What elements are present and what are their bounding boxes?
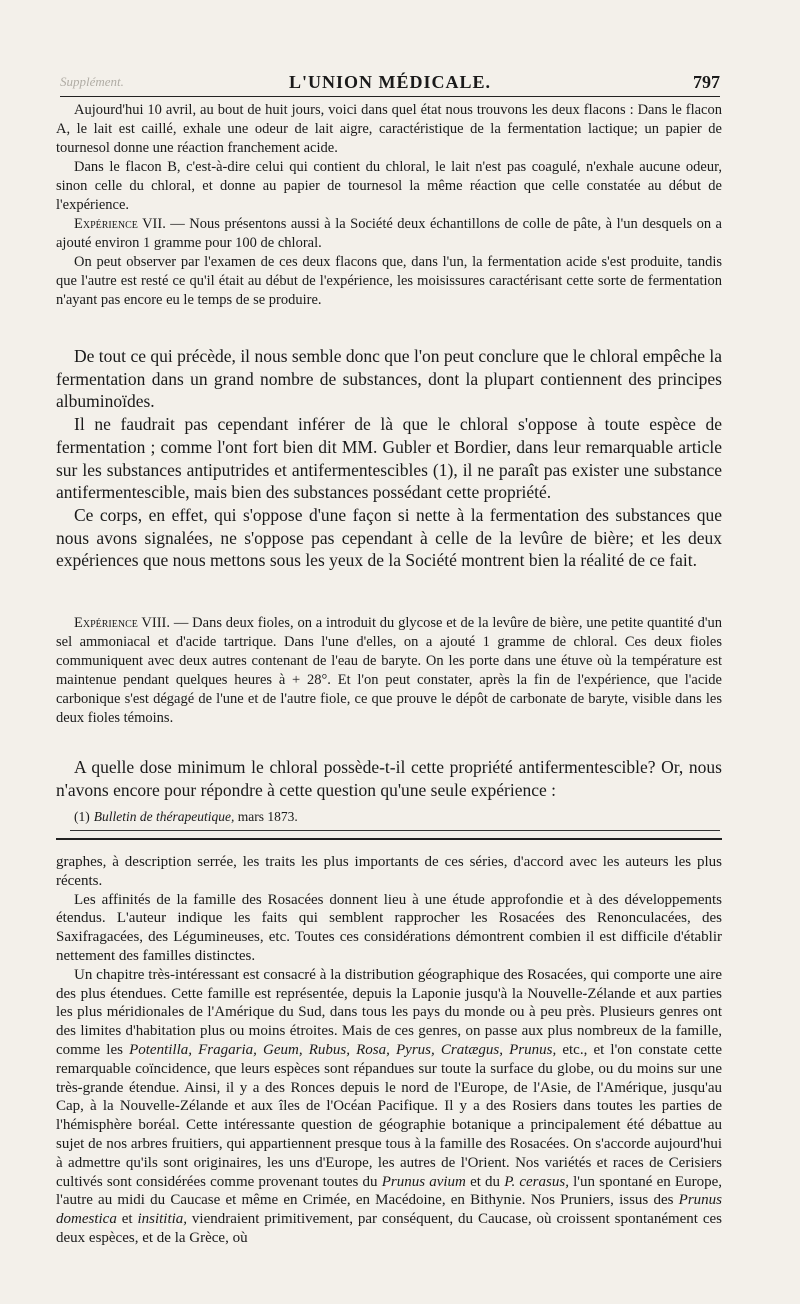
footnote-source: Bulletin de thérapeutique, bbox=[93, 809, 235, 824]
middle-section bbox=[56, 345, 722, 572]
distribution-text-3: et du bbox=[465, 1173, 505, 1190]
header-supplement: Supplément. bbox=[60, 74, 124, 89]
paragraph-affinites: Les affinités de la famille des Rosacées donnent lieu à une étude approfondie et à des développements étendus. L'auteur indique les faits qui semblent rapprocher les Rosacées des Renonculacées, des Saxifragacées, des Légumineuses, etc. Toutes ces considérations démontrent combien il est difficile d'établir nettement des familles distinctes. bbox=[56, 891, 722, 964]
footnote-rule bbox=[70, 830, 720, 831]
footnote-marker: (1) bbox=[74, 809, 90, 824]
bottom-section bbox=[56, 853, 722, 1248]
experience-8-label: Expérience VIII. bbox=[74, 615, 171, 631]
paragraph-distribution bbox=[56, 966, 722, 1248]
paragraph-graphes: graphes, à description serrée, les traits les plus importants de ces séries, d'accord avec les auteurs les plus récents. bbox=[56, 854, 722, 889]
distribution-text-5: et bbox=[116, 1211, 138, 1228]
paragraph-gubler-bordier: Il ne faudrait pas cependant inférer de là que le chloral s'oppose à toute espèce de fermentation ; comme l'ont fort bien dit MM. Gubler et Bordier, dans leur remarquable article sur les substances antiputrides et antifermentescibles (1), il ne paraît pas exister une substance antifermentescible, mais bien des substances possédant cette propriété. bbox=[56, 414, 722, 503]
footnote-date: mars 1873. bbox=[234, 809, 298, 824]
top-section bbox=[56, 101, 722, 310]
genera-list: Potentilla, Fragaria, Geum, Rubus, Rosa, Pyrus, Cratægus, Prunus, bbox=[129, 1041, 557, 1058]
page-header bbox=[60, 70, 720, 97]
distribution-text-1: Un chapitre très-intéressant est consacré à la distribution géographique des Rosacées, qui comporte une aire des plus étendues. Cette famille est représentée, depuis la Laponie jusqu'à la Nouvelle-Zélande et aux parties les plus méridionales de l'Amérique du Sud, dans tous les pays du monde ou à peu près. Plusieurs genres ont des limites d'habitation plus ou moins étroites. Mais de ces genres, on passe aux plus nombreux de la famille, comme les bbox=[56, 966, 722, 1058]
paragraph-flask-a: Aujourd'hui 10 avril, au bout de huit jours, voici dans quel état nous trouvons les deux flacons : Dans le flacon A, le lait est caillé, exhale une odeur de lait aigre, caractéristique de la fermentation lactique; un papier de tournesol donne une réaction franchement acide. bbox=[56, 102, 722, 156]
experience-8-text: — Dans deux fioles, on a introduit du glycose et de la levûre de bière, une petite quantité d'un sel ammoniacal et d'acide tartrique. Dans l'une d'elles, on a ajouté 1 gramme de chloral. Ces deux fioles communiquent avec deux autres contenant de l'eau de baryte. On les porte dans une étuve où la température est maintenue pendant quelques heures à + 28°. Et l'on peut constater, après la fin de l'expérience, que l'acide carbonique s'est dégagé de l'une et de l'autre fiole, ce que prouve le dépôt de carbonate de baryte, visible dans les deux fioles témoins. bbox=[56, 615, 723, 726]
distribution-text-2: etc., et l'on constate cette remarquable coïncidence, que leurs espèces sont répandues sur toute la surface du globe, ou du moins sur une très-grande étendue. Ainsi, il y a des Ronces depuis le nord de l'Europe, de l'Asie, de l'Amérique, jusqu'au Cap, à la Nouvelle-Zélande et aux îles de l'Océan Pacifique. Il y a des Rosiers dans toutes les parties de l'hémisphère boréal. Cette intéressante question de géographie botanique a principalement été débattue au sujet de nos arbres fruitiers, qui appartiennent presque tous à la famille des Rosacées. On s'accorde aujourd'hui à admettre qu'ils sont originaires, les uns d'Europe, les autres de l'Orient. Nos variétés et races de Cerisiers cultivés sont considérées comme provenant toutes du bbox=[56, 1041, 722, 1190]
species-prunus-domestica: Prunus domestica bbox=[56, 1192, 722, 1228]
species-insititia: insititia, bbox=[137, 1211, 188, 1228]
experience-7-label: Expérience VII. bbox=[74, 216, 166, 232]
species-p-cerasus: P. cerasus, bbox=[504, 1173, 569, 1190]
distribution-text-6: viendraient primitivement, par conséquent, du Caucase, où croissent spontanément ces deux espèces, et de la Grèce, où bbox=[56, 1211, 723, 1246]
paragraph-conclusion: De tout ce qui précède, il nous semble donc que l'on peut conclure que le chloral empêche la fermentation dans un grand nombre de substances, dont la plupart contiennent des principes albuminoïdes. bbox=[56, 346, 722, 412]
page-number: 797 bbox=[693, 72, 720, 92]
paragraph-experience-8 bbox=[56, 614, 722, 728]
distribution-text-4: l'un spontané en Europe, l'autre au midi du Caucase et même en Crimée, en Macédoine, en Bithynie. Nos Pruniers, issus des bbox=[56, 1173, 722, 1209]
experience-7-text: — Nous présentons aussi à la Société deux échantillons de colle de pâte, à l'un desquels on a ajouté environ 1 gramme pour 100 de chloral. bbox=[56, 216, 722, 251]
paragraph-question: A quelle dose minimum le chloral possède-t-il cette propriété antifermentescible? Or, nous n'avons encore pour répondre à cette question qu'une seule expérience : bbox=[56, 757, 722, 800]
footnote bbox=[74, 808, 720, 826]
experience-8-section bbox=[56, 614, 722, 728]
paragraph-observation: On peut observer par l'examen de ces deux flacons que, dans l'un, la fermentation acide s'est produite, tandis que l'autre est resté ce qu'il était au début de l'expérience, les moisissures caractérisant cette sorte de fermentation n'ayant pas encore eu le temps de se produire. bbox=[56, 254, 722, 308]
paragraph-levure: Ce corps, en effet, qui s'oppose d'une façon si nette à la fermentation des substances que nous avons signalées, ne s'oppose pas cependant à celle de la levûre de bière; et les deux expériences que nous mettons sous les yeux de la Société montrent bien la réalité de ce fait. bbox=[56, 504, 722, 571]
section-divider bbox=[56, 838, 722, 840]
paragraph-flask-b: Dans le flacon B, c'est-à-dire celui qui contient du chloral, le lait n'est pas coagulé, n'exhale aucune odeur, sinon celle du chloral, et donne au papier de tournesol la même réaction que celle constatée au début de l'expérience. bbox=[56, 159, 722, 213]
paragraph-experience-7 bbox=[56, 215, 722, 253]
question-section bbox=[56, 756, 722, 801]
journal-title: L'UNION MÉDICALE. bbox=[288, 72, 492, 92]
species-prunus-avium: Prunus avium bbox=[381, 1173, 466, 1190]
